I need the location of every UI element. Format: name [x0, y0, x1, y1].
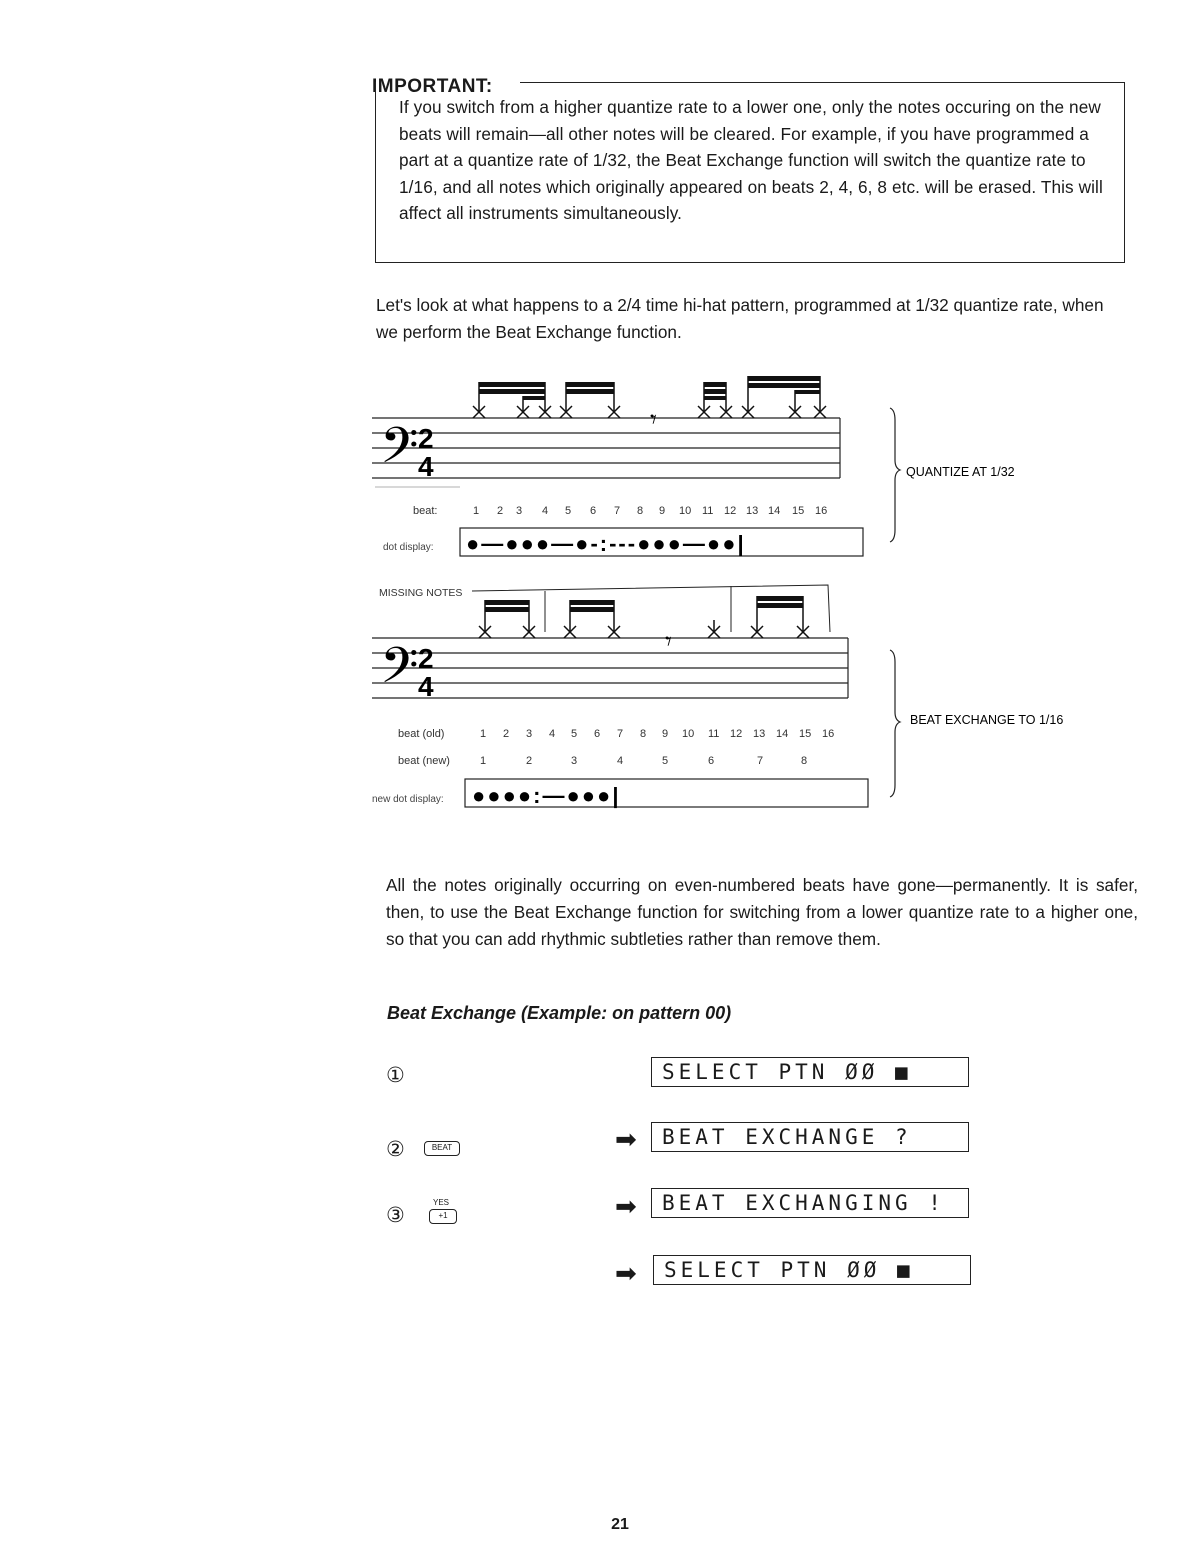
beat-number-old: 4 [549, 728, 556, 740]
beat-number-new: 1 [480, 755, 487, 767]
dot-display: ●—●●●—●-:---●●●—●●| [466, 531, 746, 556]
new-dot-display: ●●●●:—●●●| [472, 783, 621, 808]
intro-paragraph: Let's look at what happens to a 2/4 time hi-hat pattern, programmed at 1/32 quantize rate, when we perform the Beat Exchange function. [376, 295, 1104, 342]
rest-icon: 𝄾 [650, 404, 657, 434]
dot-display-label: dot display: [383, 542, 434, 553]
beat-number: 1 [473, 505, 480, 517]
beat-number: 11 [702, 505, 714, 517]
top-bracket-label: QUANTIZE AT 1/32 [906, 465, 1015, 479]
beat-number: 15 [792, 505, 805, 517]
beat-number: 2 [497, 505, 504, 517]
beat-number-old: 5 [571, 728, 578, 740]
missing-notes-label: MISSING NOTES [379, 587, 463, 599]
important-text: If you switch from a higher quantize rate to a lower one, only the notes occuring on the new beats will remain—all other notes will be cleared. For example, if you have programmed a part at a quantize rate of 1/32, the Beat Exchange function will switch the quantize rate to 1/16, and all notes which originally appeared on beats 2, 4, 6, 8 etc. will be erased. This will affect all instruments simultaneously. [399, 97, 1103, 223]
beat-number-old: 9 [662, 728, 669, 740]
beat-number-old: 7 [617, 728, 624, 740]
bass-clef-icon: 𝄢 [380, 418, 419, 485]
bottom-staff [372, 596, 848, 705]
beat-number: 9 [659, 505, 666, 517]
beat-numbers-top [473, 505, 827, 517]
beat-number-old: 1 [480, 728, 487, 740]
example-heading: Beat Exchange (Example: on pattern 00) [387, 1003, 732, 1023]
beat-number: 4 [542, 505, 549, 517]
important-label: IMPORTANT: [372, 76, 493, 97]
beat-number-old: 16 [822, 728, 835, 740]
hihat-notation-figure [0, 360, 1183, 830]
beat-number-old: 14 [776, 728, 789, 740]
time-sig-bottom-2: 4 [418, 671, 434, 702]
beat-number: 16 [815, 505, 828, 517]
lcd-display: BEAT EXCHANGE ? [651, 1122, 969, 1152]
bottom-bracket-label: BEAT EXCHANGE TO 1/16 [910, 713, 1064, 727]
beat-number-old: 6 [594, 728, 601, 740]
beat-number-old: 8 [640, 728, 647, 740]
beat-number-old: 15 [799, 728, 812, 740]
right-arrow-icon: ➡ [615, 1258, 637, 1288]
beat-number-new: 5 [662, 755, 669, 767]
beat-number-new: 6 [708, 755, 715, 767]
beat-number-old: 10 [682, 728, 695, 740]
step-number: ③ [386, 1203, 405, 1227]
beat-number: 13 [746, 505, 759, 517]
beat-number: 8 [637, 505, 644, 517]
beat-number: 7 [614, 505, 621, 517]
beat-number-new: 3 [571, 755, 578, 767]
right-arrow-icon: ➡ [615, 1124, 637, 1154]
beat-number-new: 8 [801, 755, 808, 767]
beat-number: 14 [768, 505, 781, 517]
beat-key-button[interactable]: BEAT [424, 1141, 460, 1156]
beat-number: 3 [516, 505, 523, 517]
step-number: ① [386, 1063, 405, 1087]
beat-number-old: 11 [708, 728, 720, 740]
beat-new-label: beat (new) [398, 755, 450, 767]
bass-clef-icon-2: 𝄢 [380, 638, 419, 705]
new-dot-display-label: new dot display: [372, 794, 444, 805]
beat-number-new: 2 [526, 755, 533, 767]
beat-number-new: 4 [617, 755, 624, 767]
conclusion-paragraph: All the notes originally occurring on even-numbered beats have gone—permanently. It is safer, then, to use the Beat Exchange function for switching from a lower quantize rate to a higher one, so that you can add rhythmic subtleties rather than remove them. [386, 875, 1138, 949]
beat-number-old: 13 [753, 728, 766, 740]
beat-number: 6 [590, 505, 597, 517]
beat-number-old: 3 [526, 728, 533, 740]
beat-number: 12 [724, 505, 737, 517]
top-staff [372, 376, 840, 485]
time-sig-top: 2 [418, 423, 434, 454]
beat-numbers-old [480, 728, 834, 740]
beat-numbers-new [480, 755, 807, 767]
lcd-display: BEAT EXCHANGING ! [651, 1188, 969, 1218]
top-bracket [890, 408, 900, 542]
right-arrow-icon: ➡ [615, 1191, 637, 1221]
beat-number-new: 7 [757, 755, 764, 767]
beat-old-label: beat (old) [398, 728, 445, 740]
beat-label: beat: [413, 505, 438, 517]
rest-icon-2: 𝄾 [665, 626, 672, 656]
plus-one-key-button[interactable]: +1 [429, 1209, 457, 1224]
lcd-display: SELECT PTN ØØ ■ [651, 1057, 969, 1087]
bottom-bracket [890, 650, 900, 797]
step-number: ② [386, 1137, 405, 1161]
time-sig-bottom: 4 [418, 451, 434, 482]
beat-number-old: 2 [503, 728, 510, 740]
page-number: 21 [611, 1516, 629, 1533]
time-sig-top-2: 2 [418, 643, 434, 674]
beat-number-old: 12 [730, 728, 743, 740]
lcd-display: SELECT PTN ØØ ■ [653, 1255, 971, 1285]
yes-key-label: YES [432, 1198, 449, 1207]
beat-number: 5 [565, 505, 572, 517]
beat-number: 10 [679, 505, 692, 517]
